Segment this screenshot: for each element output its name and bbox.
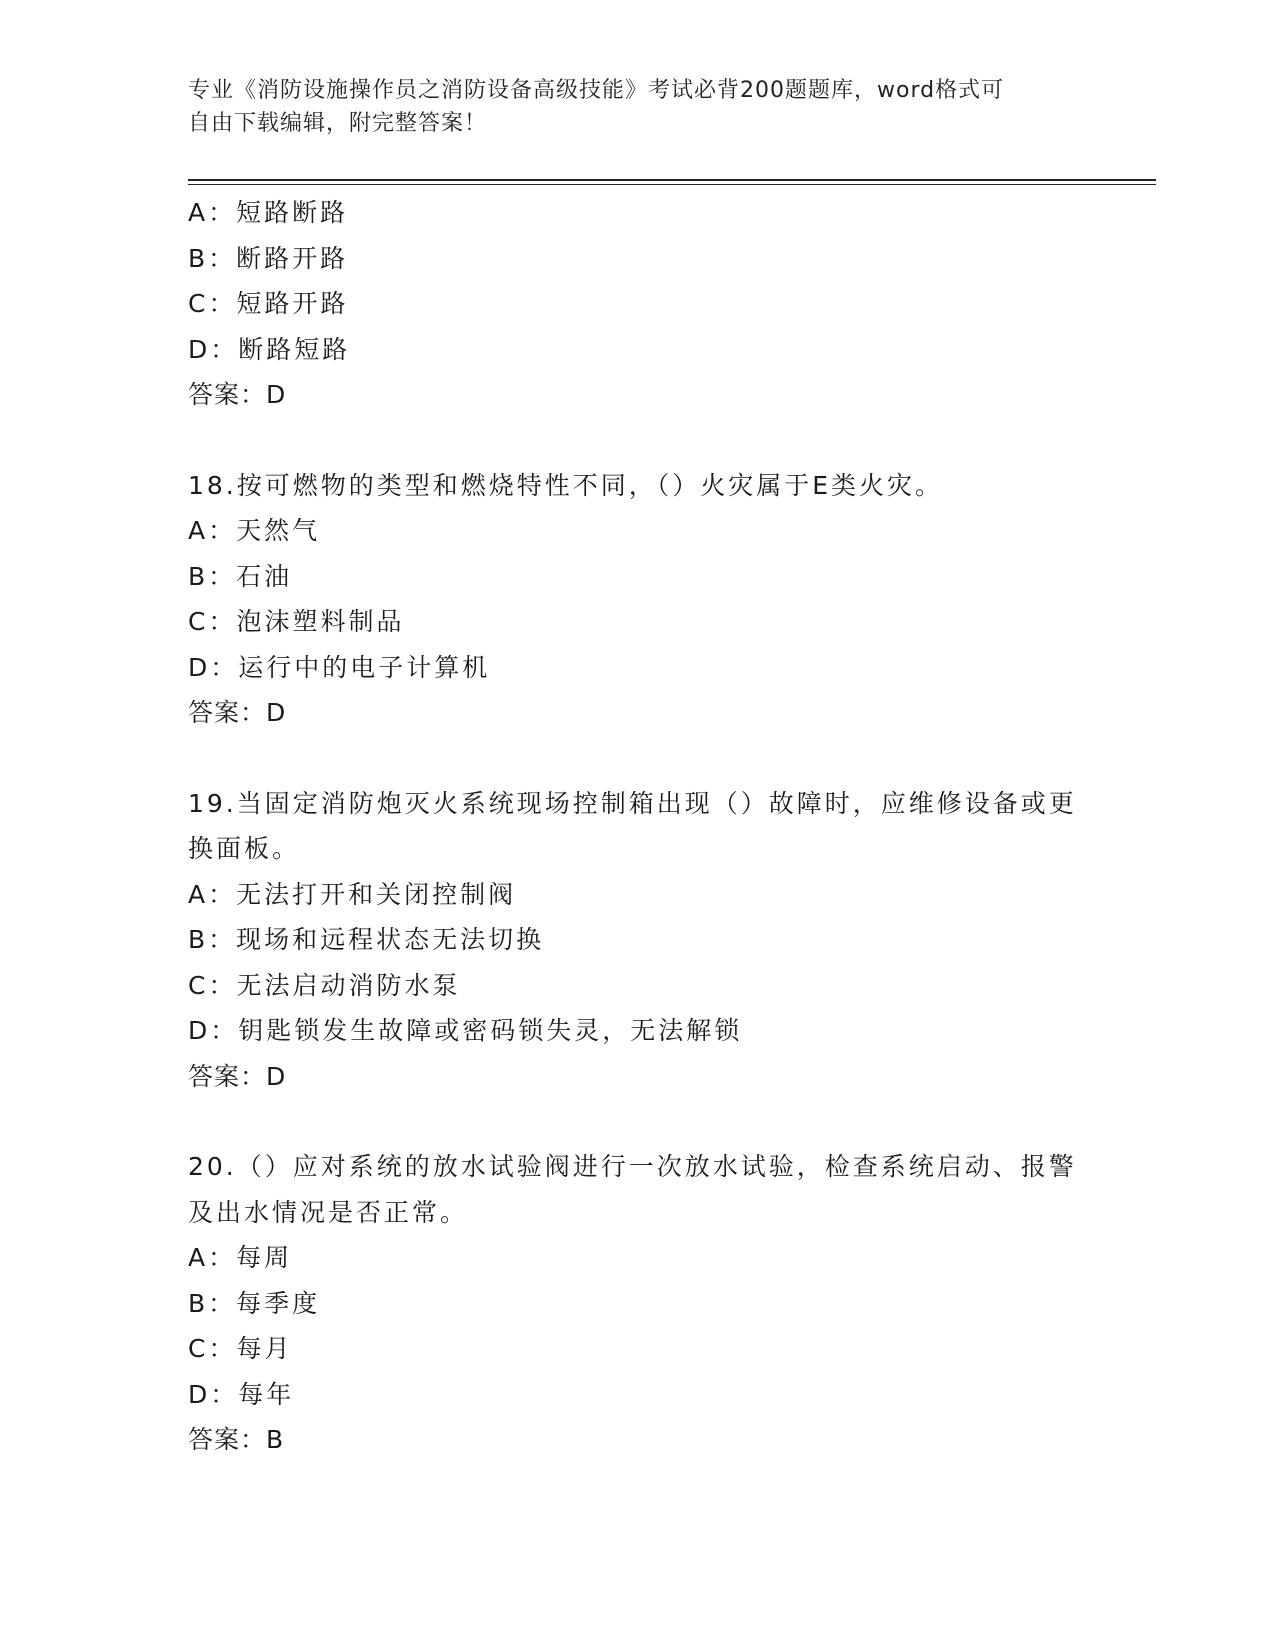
question-list bbox=[188, 190, 1088, 1463]
question-20 bbox=[188, 1144, 1088, 1463]
option-b: B：每季度 bbox=[188, 1288, 321, 1318]
option-c: C：短路开路 bbox=[188, 289, 349, 318]
option-d: D：断路短路 bbox=[188, 334, 351, 364]
question-stem: 20.（）应对系统的放水试验阀进行一次放水试验，检查系统启动、报警及出水情况是否正常。 bbox=[188, 1152, 1077, 1227]
header-line-1: 专业《消防设施操作员之消防设备高级技能》考试必背200题题库，word格式可 bbox=[188, 78, 1005, 103]
question-stem: 18.按可燃物的类型和燃烧特性不同，（）火灾属于E类火灾。 bbox=[188, 470, 944, 500]
option-b: B：现场和远程状态无法切换 bbox=[188, 925, 545, 954]
option-d: D：每年 bbox=[188, 1379, 295, 1409]
header-divider-thick bbox=[188, 179, 1156, 181]
header-line-2: 自由下载编辑，附完整答案！ bbox=[188, 111, 488, 136]
option-a: A：每周 bbox=[188, 1243, 293, 1272]
answer: 答案：D bbox=[188, 1061, 287, 1091]
option-b: B：石油 bbox=[188, 561, 293, 591]
answer: 答案：D bbox=[188, 380, 287, 409]
option-a: A：短路断路 bbox=[188, 198, 349, 227]
option-c: C：无法启动消防水泵 bbox=[188, 970, 461, 1000]
document-header bbox=[188, 74, 1068, 140]
answer: 答案：D bbox=[188, 698, 287, 727]
question-stem: 19.当固定消防炮灭火系统现场控制箱出现（）故障时，应维修设备或更换面板。 bbox=[188, 788, 1077, 863]
option-c: C：泡沫塑料制品 bbox=[188, 607, 405, 636]
question-19 bbox=[188, 781, 1088, 1100]
option-a: A：天然气 bbox=[188, 516, 321, 545]
option-b: B：断路开路 bbox=[188, 243, 349, 273]
option-c: C：每月 bbox=[188, 1334, 293, 1363]
option-a: A：无法打开和关闭控制阀 bbox=[188, 879, 517, 909]
question-17 bbox=[188, 190, 1088, 418]
header-divider-thin bbox=[188, 184, 1156, 185]
option-d: D：钥匙锁发生故障或密码锁失灵，无法解锁 bbox=[188, 1016, 743, 1045]
option-d: D：运行中的电子计算机 bbox=[188, 652, 491, 682]
answer: 答案：B bbox=[188, 1425, 285, 1454]
question-18 bbox=[188, 463, 1088, 736]
